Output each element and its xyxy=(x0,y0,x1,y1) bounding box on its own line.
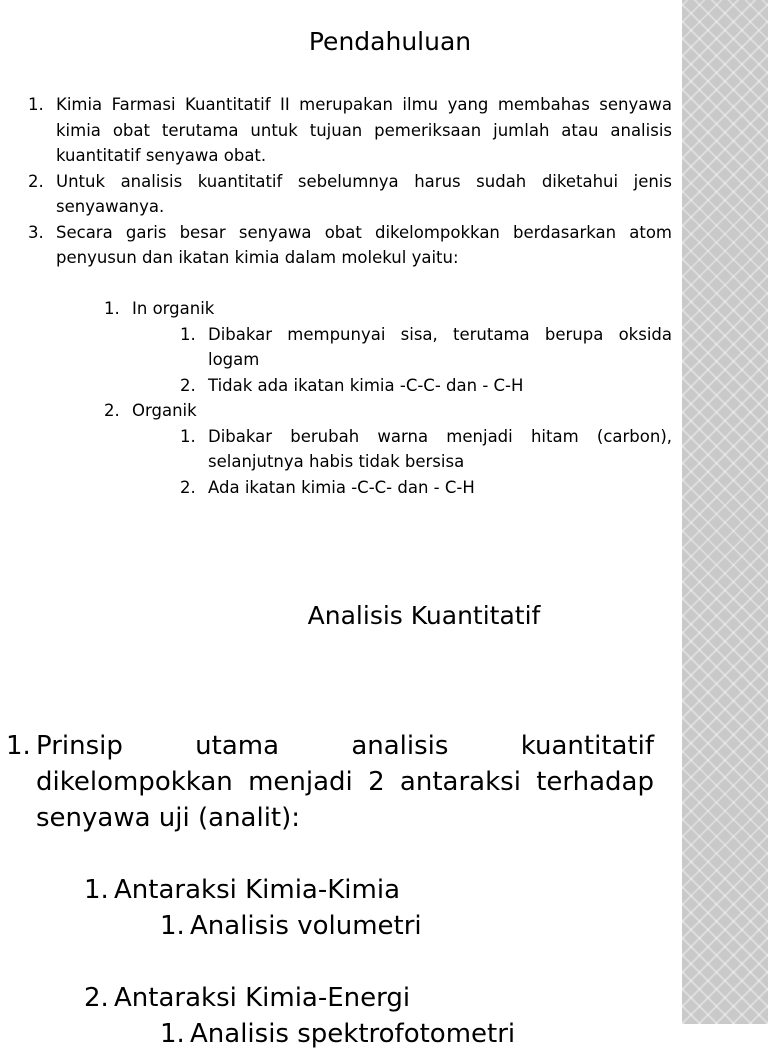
list-item xyxy=(28,220,672,271)
list-item xyxy=(180,424,672,475)
list-item xyxy=(180,373,672,399)
list-item xyxy=(6,728,654,836)
list-number: 1. xyxy=(160,1019,185,1049)
compound-groups xyxy=(104,296,672,500)
group-label: In organik xyxy=(132,299,215,318)
list-number: 3. xyxy=(28,222,44,242)
list-number: 1. xyxy=(84,875,109,905)
list-item xyxy=(180,475,672,501)
group-organik-children xyxy=(180,424,672,501)
list-item xyxy=(160,1016,644,1052)
interaction-list xyxy=(84,872,644,1052)
list-text: Analisis spektrofotometri xyxy=(190,1019,516,1049)
list-number: 1. xyxy=(180,426,196,446)
heading-analisis-kuantitatif: Analisis Kuantitatif xyxy=(307,601,541,630)
intro-list xyxy=(28,92,672,271)
list-text: Ada ikatan kimia -C-C- dan - C-H xyxy=(208,477,475,497)
list-item xyxy=(180,322,672,373)
list-text: Dibakar berubah warna menjadi hitam (carbon), selanjutnya habis tidak bersisa xyxy=(208,426,672,471)
list-number: 2. xyxy=(180,375,196,395)
list-number: 1. xyxy=(28,95,44,114)
interaction-kimia-kimia-children xyxy=(160,908,644,944)
group-label: Organik xyxy=(132,401,197,420)
decorative-side-panel xyxy=(682,0,768,1024)
list-item xyxy=(160,908,644,944)
interaction-label: Antaraksi Kimia-Energi xyxy=(114,983,411,1013)
interaction-kimia-kimia xyxy=(84,872,644,908)
list-item xyxy=(28,92,672,169)
list-number: 2. xyxy=(84,983,109,1013)
list-text: Dibakar mempunyai sisa, terutama berupa oksida logam xyxy=(208,324,672,369)
list-number: 2. xyxy=(28,171,44,191)
group-organik xyxy=(104,398,672,424)
list-text: Untuk analisis kuantitatif sebelumnya harus sudah diketahui jenis senyawanya. xyxy=(56,171,672,216)
list-number: 1. xyxy=(6,731,31,761)
heading-pendahuluan: Pendahuluan xyxy=(308,27,472,56)
list-number: 2. xyxy=(104,401,120,420)
list-number: 1. xyxy=(104,299,120,318)
interaction-kimia-energi xyxy=(84,980,644,1016)
interaction-label: Antaraksi Kimia-Kimia xyxy=(114,875,400,905)
group-inorganik xyxy=(104,296,672,322)
list-text: Analisis volumetri xyxy=(190,911,422,941)
list-text: Kimia Farmasi Kuantitatif II merupakan ilmu yang membahas senyawa kimia obat terutama untuk tujuan pemeriksaan jumlah atau analisis kuantitatif senyawa obat. xyxy=(56,95,672,165)
list-number: 1. xyxy=(160,911,185,941)
list-text: Tidak ada ikatan kimia -C-C- dan - C-H xyxy=(208,375,524,395)
principle-list xyxy=(6,728,654,836)
spacer xyxy=(84,944,644,980)
interaction-kimia-energi-children xyxy=(160,1016,644,1052)
list-text: Secara garis besar senyawa obat dikelompokkan berdasarkan atom penyusun dan ikatan kimia dalam molekul yaitu: xyxy=(56,222,672,267)
list-number: 1. xyxy=(180,324,196,344)
list-text: Prinsip utama analisis kuantitatif dikelompokkan menjadi 2 antaraksi terhadap senyawa uji (analit): xyxy=(36,731,654,833)
list-number: 2. xyxy=(180,477,196,497)
list-item xyxy=(28,169,672,220)
group-inorganik-children xyxy=(180,322,672,399)
